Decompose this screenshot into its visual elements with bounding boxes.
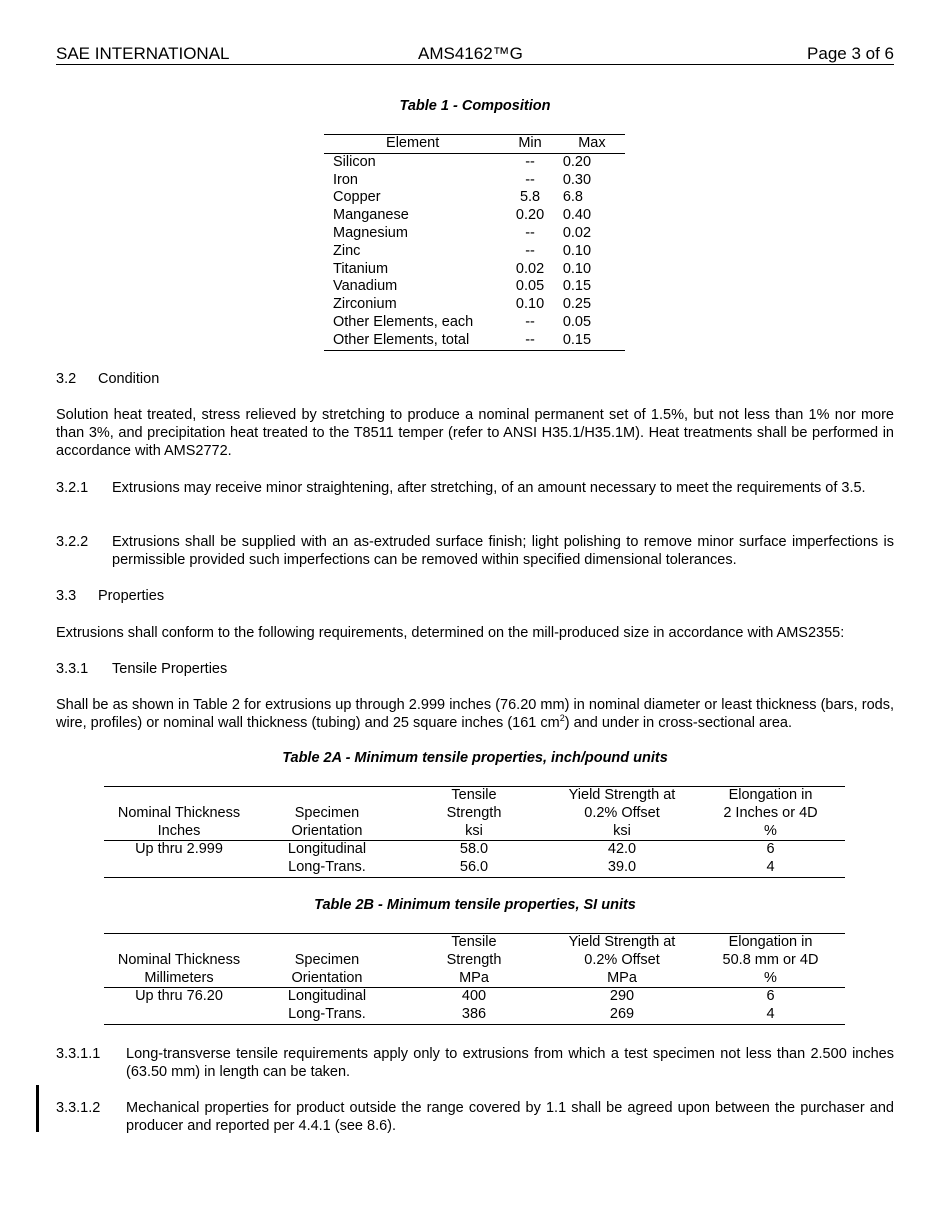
section-number: 3.2 bbox=[56, 371, 77, 387]
column-header-line: 0.2% Offset bbox=[584, 804, 660, 821]
table-cell: 0.10 bbox=[562, 260, 592, 277]
table-cell: 6 bbox=[766, 988, 775, 1005]
table-cell: 0.40 bbox=[562, 207, 592, 224]
column-header-line: Orientation bbox=[291, 822, 363, 839]
table-row bbox=[324, 296, 625, 314]
column-header bbox=[696, 934, 845, 988]
superscript: 2 bbox=[559, 713, 565, 724]
table-cell: 42.0 bbox=[607, 841, 637, 858]
column-header-line: % bbox=[764, 969, 777, 986]
table-cell: 0.10 bbox=[515, 296, 545, 313]
table-cell: -- bbox=[525, 153, 535, 170]
table-header-row bbox=[104, 787, 845, 841]
table-cell: 4 bbox=[766, 1006, 775, 1023]
table-cell: 0.10 bbox=[562, 242, 592, 259]
column-header-line: MPa bbox=[459, 969, 489, 986]
section-number: 3.3.1 bbox=[56, 661, 89, 677]
section-number: 3.2.2 bbox=[56, 534, 89, 550]
table-cell: Up thru 76.20 bbox=[135, 988, 223, 1005]
table-cell bbox=[104, 859, 254, 877]
table-cell: 0.02 bbox=[562, 224, 592, 241]
column-header bbox=[254, 787, 400, 841]
table-cell: Long-Trans. bbox=[288, 859, 366, 876]
table-row bbox=[324, 172, 625, 190]
header-org: SAE INTERNATIONAL bbox=[56, 44, 230, 63]
table-cell: 39.0 bbox=[607, 859, 637, 876]
table-cell: Titanium bbox=[333, 260, 389, 277]
table-cell: 0.20 bbox=[562, 153, 592, 170]
table-cell: 0.20 bbox=[515, 207, 545, 224]
section-number: 3.2.1 bbox=[56, 480, 89, 496]
column-header-line: Elongation in bbox=[728, 934, 813, 950]
paragraph-text: Shall be as shown in Table 2 for extrusions up through 2.999 inches (76.20 mm) in nominal diameter or least thickness (bars, rods, wire, profiles) or nominal wall thickness (tubing) and 25 square inches (161 cm bbox=[56, 697, 894, 731]
column-header: Min bbox=[501, 135, 559, 154]
table-cell: 5.8 bbox=[519, 189, 541, 206]
table-cell: Zinc bbox=[333, 242, 361, 259]
section-number: 3.3.1.2 bbox=[56, 1100, 101, 1116]
header-doc-number: AMS4162™G bbox=[418, 44, 523, 63]
paragraph bbox=[56, 696, 894, 732]
table-cell: Copper bbox=[333, 189, 381, 206]
table-cell: Vanadium bbox=[333, 278, 398, 295]
column-header-line: % bbox=[764, 822, 777, 839]
paragraph: Extrusions shall conform to the following requirements, determined on the mill-produced size in accordance with AMS2355: bbox=[56, 625, 845, 641]
table-cell: 400 bbox=[461, 988, 487, 1005]
table-cell: 0.02 bbox=[515, 260, 545, 277]
table-cell: Iron bbox=[333, 171, 358, 188]
revision-change-bar bbox=[36, 1085, 39, 1132]
column-header-line: Inches bbox=[157, 822, 201, 839]
paragraph: Mechanical properties for product outside the range covered by 1.1 shall be agreed upon between the purchaser and producer and reported per 4.4.1 (see 8.6). bbox=[126, 1100, 894, 1134]
table1-caption: Table 1 - Composition bbox=[399, 98, 551, 114]
column-header bbox=[548, 934, 696, 988]
table-cell: Other Elements, each bbox=[333, 313, 474, 330]
table-row bbox=[324, 225, 625, 243]
paragraph: Long-transverse tensile requirements apply only to extrusions from which a test specimen not less than 2.500 inches (63.50 mm) in length can be taken. bbox=[126, 1046, 894, 1080]
table-header-row bbox=[324, 135, 625, 154]
column-header bbox=[400, 787, 548, 841]
section-title: Condition bbox=[98, 371, 160, 387]
section-title: Properties bbox=[98, 588, 165, 604]
column-header-line: Orientation bbox=[291, 969, 363, 986]
column-header-line: 2 Inches or 4D bbox=[723, 804, 818, 821]
column-header: Max bbox=[559, 135, 625, 154]
column-header-line: Tensile bbox=[451, 787, 497, 803]
table-cell: 0.15 bbox=[562, 331, 592, 348]
column-header: Element bbox=[324, 135, 501, 154]
paragraph: Solution heat treated, stress relieved by stretching to produce a nominal permanent set of 1.5%, but not less than 1% nor more than 3%, and precipitation heat treated to the T8511 temper (refer to ANSI H35.1/H35.1M). Heat treatments shall be performed in accordance with AMS2772. bbox=[56, 407, 894, 459]
column-header bbox=[548, 787, 696, 841]
table-cell: -- bbox=[525, 313, 535, 330]
table-cell: -- bbox=[525, 242, 535, 259]
table-cell: Long-Trans. bbox=[288, 1006, 366, 1023]
table-cell: 0.05 bbox=[562, 313, 592, 330]
column-header-line: Nominal Thickness bbox=[117, 951, 241, 968]
table-cell: 0.15 bbox=[562, 278, 592, 295]
table-cell bbox=[104, 1006, 254, 1024]
table-cell: -- bbox=[525, 224, 535, 241]
table-row bbox=[324, 207, 625, 225]
table-cell: Silicon bbox=[333, 153, 376, 170]
table-cell: -- bbox=[525, 171, 535, 188]
column-header-line: Specimen bbox=[294, 951, 360, 968]
table-cell: 0.30 bbox=[562, 171, 592, 188]
paragraph-text: ) and under in cross-sectional area. bbox=[564, 715, 793, 731]
column-header-line: Yield Strength at bbox=[568, 934, 676, 950]
table-row bbox=[104, 841, 845, 859]
table-cell: Longitudinal bbox=[287, 841, 367, 858]
table-cell: 6 bbox=[766, 841, 775, 858]
table-row bbox=[324, 243, 625, 261]
section-number: 3.3 bbox=[56, 588, 77, 604]
table-cell: 4 bbox=[766, 859, 775, 876]
column-header-line: Specimen bbox=[294, 804, 360, 821]
table-row bbox=[104, 988, 845, 1006]
table2a-caption: Table 2A - Minimum tensile properties, inch/pound units bbox=[282, 750, 668, 766]
page-header bbox=[56, 44, 894, 65]
table-row bbox=[104, 859, 845, 877]
column-header-line: 0.2% Offset bbox=[584, 951, 660, 968]
table-cell: Up thru 2.999 bbox=[135, 841, 223, 858]
table-cell: 56.0 bbox=[459, 859, 489, 876]
column-header-line bbox=[254, 787, 400, 805]
column-header-line: ksi bbox=[613, 822, 631, 839]
table-row bbox=[324, 278, 625, 296]
column-header-line: MPa bbox=[607, 969, 637, 986]
column-header-line: Millimeters bbox=[144, 969, 214, 986]
table-cell: 0.05 bbox=[515, 278, 545, 295]
column-header-line: Strength bbox=[446, 804, 502, 821]
table-cell: Longitudinal bbox=[287, 988, 367, 1005]
table-row bbox=[104, 1006, 845, 1024]
column-header bbox=[696, 787, 845, 841]
table-cell: 6.8 bbox=[562, 189, 583, 206]
table-cell: 58.0 bbox=[459, 841, 489, 858]
column-header-line: Tensile bbox=[451, 934, 497, 950]
column-header-line: Nominal Thickness bbox=[117, 804, 241, 821]
column-header-line bbox=[104, 787, 254, 805]
tensile-table-si bbox=[104, 933, 845, 1025]
table-cell: Zirconium bbox=[333, 296, 397, 313]
table2b-caption: Table 2B - Minimum tensile properties, SI units bbox=[314, 897, 636, 913]
table-cell: Manganese bbox=[333, 207, 409, 224]
table-row bbox=[324, 332, 625, 350]
column-header bbox=[104, 787, 254, 841]
table-row bbox=[324, 261, 625, 279]
table-cell: 290 bbox=[609, 988, 635, 1005]
table-cell: 386 bbox=[461, 1006, 487, 1023]
table-header-row bbox=[104, 934, 845, 988]
column-header bbox=[400, 934, 548, 988]
header-page-number: Page 3 of 6 bbox=[807, 44, 894, 63]
table-cell: -- bbox=[525, 331, 535, 348]
table-row bbox=[324, 189, 625, 207]
column-header-line bbox=[254, 934, 400, 952]
table-row bbox=[324, 314, 625, 332]
section-number: 3.3.1.1 bbox=[56, 1046, 101, 1062]
table-cell: Other Elements, total bbox=[333, 331, 470, 348]
column-header bbox=[104, 934, 254, 988]
table-cell: 0.25 bbox=[562, 296, 592, 313]
paragraph: Extrusions may receive minor straightening, after stretching, of an amount necessary to meet the requirements of 3.5. bbox=[112, 480, 866, 496]
column-header-line: Strength bbox=[446, 951, 502, 968]
table-row bbox=[324, 153, 625, 171]
table-cell: 269 bbox=[609, 1006, 635, 1023]
paragraph: Extrusions shall be supplied with an as-extruded surface finish; light polishing to remove minor surface imperfections is permissible provided such imperfections can be removed within specified dimensional tolerances. bbox=[112, 534, 894, 568]
table-cell: Magnesium bbox=[333, 224, 408, 241]
column-header-line: 50.8 mm or 4D bbox=[722, 951, 819, 968]
section-title: Tensile Properties bbox=[112, 661, 228, 677]
tensile-table-inch bbox=[104, 786, 845, 878]
column-header bbox=[254, 934, 400, 988]
composition-table bbox=[324, 134, 625, 351]
column-header-line: Elongation in bbox=[728, 787, 813, 803]
column-header-line: Yield Strength at bbox=[568, 787, 676, 803]
column-header-line bbox=[104, 934, 254, 952]
column-header-line: ksi bbox=[465, 822, 483, 839]
